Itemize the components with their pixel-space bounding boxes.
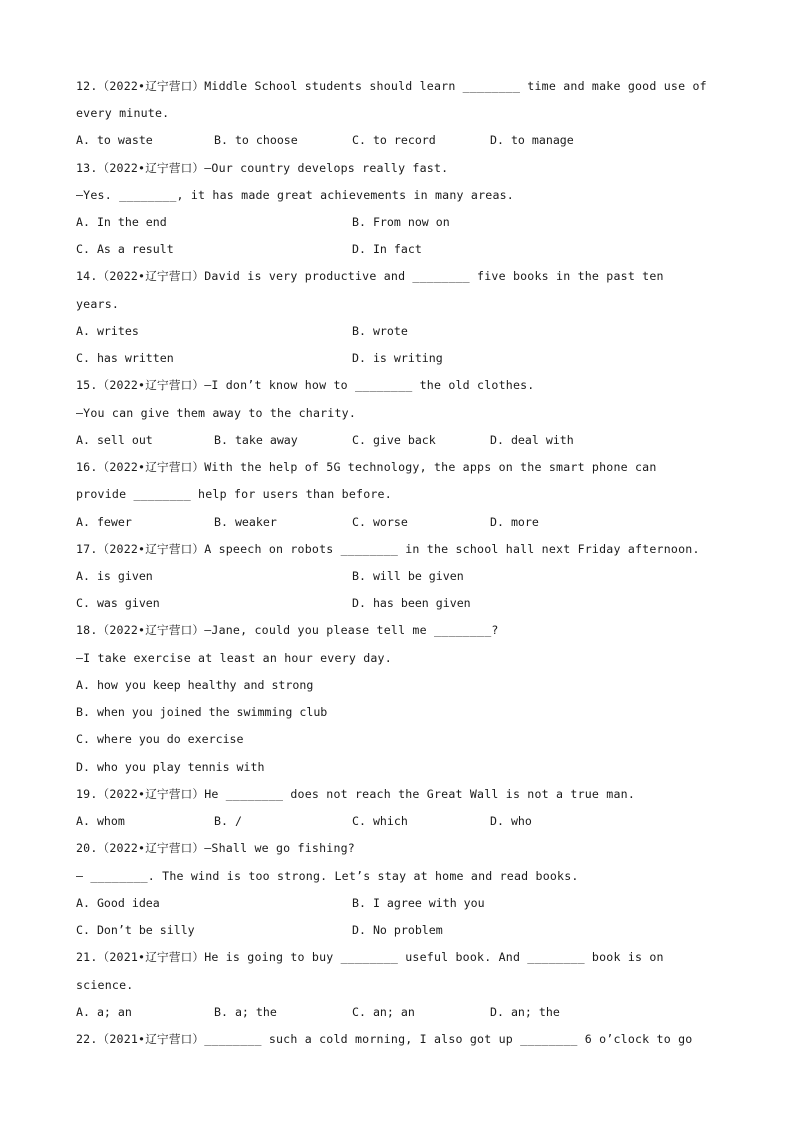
question-20-option-c: C. Don’t be silly [76, 923, 195, 937]
question-13-line-1: 13.（2022•辽宁营口）—Our country develops really fast. [76, 161, 449, 175]
question-13-line-2: —Yes. ________, it has made great achievements in many areas. [76, 188, 514, 202]
question-14-option-b: B. wrote [352, 324, 408, 338]
question-20-option-a: A. Good idea [76, 896, 160, 910]
question-13-option-b: B. From now on [352, 215, 450, 229]
question-22-line-1: 22.（2021•辽宁营口）________ such a cold morning, I also got up ________ 6 o’clock to go [76, 1032, 693, 1046]
question-12-option-c: C. to record [352, 133, 436, 147]
question-21-line-1: 21.（2021•辽宁营口）He is going to buy ________ useful book. And ________ book is on [76, 950, 664, 964]
question-20-line-2: — ________. The wind is too strong. Let’s stay at home and read books. [76, 869, 579, 883]
question-16-option-a: A. fewer [76, 515, 132, 529]
question-17-option-a: A. is given [76, 569, 153, 583]
question-17-option-b: B. will be given [352, 569, 464, 583]
question-18-option-c: C. where you do exercise [76, 732, 244, 746]
question-16-line-1: 16.（2022•辽宁营口）With the help of 5G technology, the apps on the smart phone can [76, 460, 657, 474]
question-14-line-2: years. [76, 297, 120, 311]
question-15-option-d: D. deal with [490, 433, 574, 447]
question-19-option-c: C. which [352, 814, 408, 828]
question-18-line-2: —I take exercise at least an hour every day. [76, 651, 392, 665]
question-21-option-c: C. an; an [352, 1005, 415, 1019]
question-19-option-b: B. / [214, 814, 242, 828]
question-21-line-2: science. [76, 978, 134, 992]
question-18-option-d: D. who you play tennis with [76, 760, 265, 774]
question-14-option-a: A. writes [76, 324, 139, 338]
question-15-line-1: 15.（2022•辽宁营口）—I don’t know how to ________ the old clothes. [76, 378, 535, 392]
question-18-line-1: 18.（2022•辽宁营口）—Jane, could you please tell me ________? [76, 623, 499, 637]
question-12-option-b: B. to choose [214, 133, 298, 147]
question-15-option-a: A. sell out [76, 433, 153, 447]
question-21-option-a: A. a; an [76, 1005, 132, 1019]
question-17-option-d: D. has been given [352, 596, 471, 610]
question-13-option-c: C. As a result [76, 242, 174, 256]
question-16-option-d: D. more [490, 515, 539, 529]
question-20-option-d: D. No problem [352, 923, 443, 937]
question-19-option-d: D. who [490, 814, 532, 828]
question-18-option-a: A. how you keep healthy and strong [76, 678, 314, 692]
question-15-option-c: C. give back [352, 433, 436, 447]
question-21-option-b: B. a; the [214, 1005, 277, 1019]
question-12-option-d: D. to manage [490, 133, 574, 147]
question-12-line-1: 12.（2022•辽宁营口）Middle School students should learn ________ time and make good use of [76, 79, 707, 93]
question-18-option-b: B. when you joined the swimming club [76, 705, 328, 719]
question-12-option-a: A. to waste [76, 133, 153, 147]
question-15-option-b: B. take away [214, 433, 298, 447]
question-20-line-1: 20.（2022•辽宁营口）—Shall we go fishing? [76, 841, 355, 855]
question-14-line-1: 14.（2022•辽宁营口）David is very productive and ________ five books in the past ten [76, 269, 664, 283]
question-19-line-1: 19.（2022•辽宁营口）He ________ does not reach the Great Wall is not a true man. [76, 787, 636, 801]
question-20-option-b: B. I agree with you [352, 896, 485, 910]
question-17-line-1: 17.（2022•辽宁营口）A speech on robots ________ in the school hall next Friday afternoon. [76, 542, 700, 556]
question-12-line-2: every minute. [76, 106, 170, 120]
question-14-option-c: C. has written [76, 351, 174, 365]
question-21-option-d: D. an; the [490, 1005, 560, 1019]
question-16-option-c: C. worse [352, 515, 408, 529]
question-13-option-d: D. In fact [352, 242, 422, 256]
question-16-option-b: B. weaker [214, 515, 277, 529]
question-14-option-d: D. is writing [352, 351, 443, 365]
question-19-option-a: A. whom [76, 814, 125, 828]
question-15-line-2: —You can give them away to the charity. [76, 406, 357, 420]
question-17-option-c: C. was given [76, 596, 160, 610]
question-13-option-a: A. In the end [76, 215, 167, 229]
question-16-line-2: provide ________ help for users than before. [76, 487, 392, 501]
